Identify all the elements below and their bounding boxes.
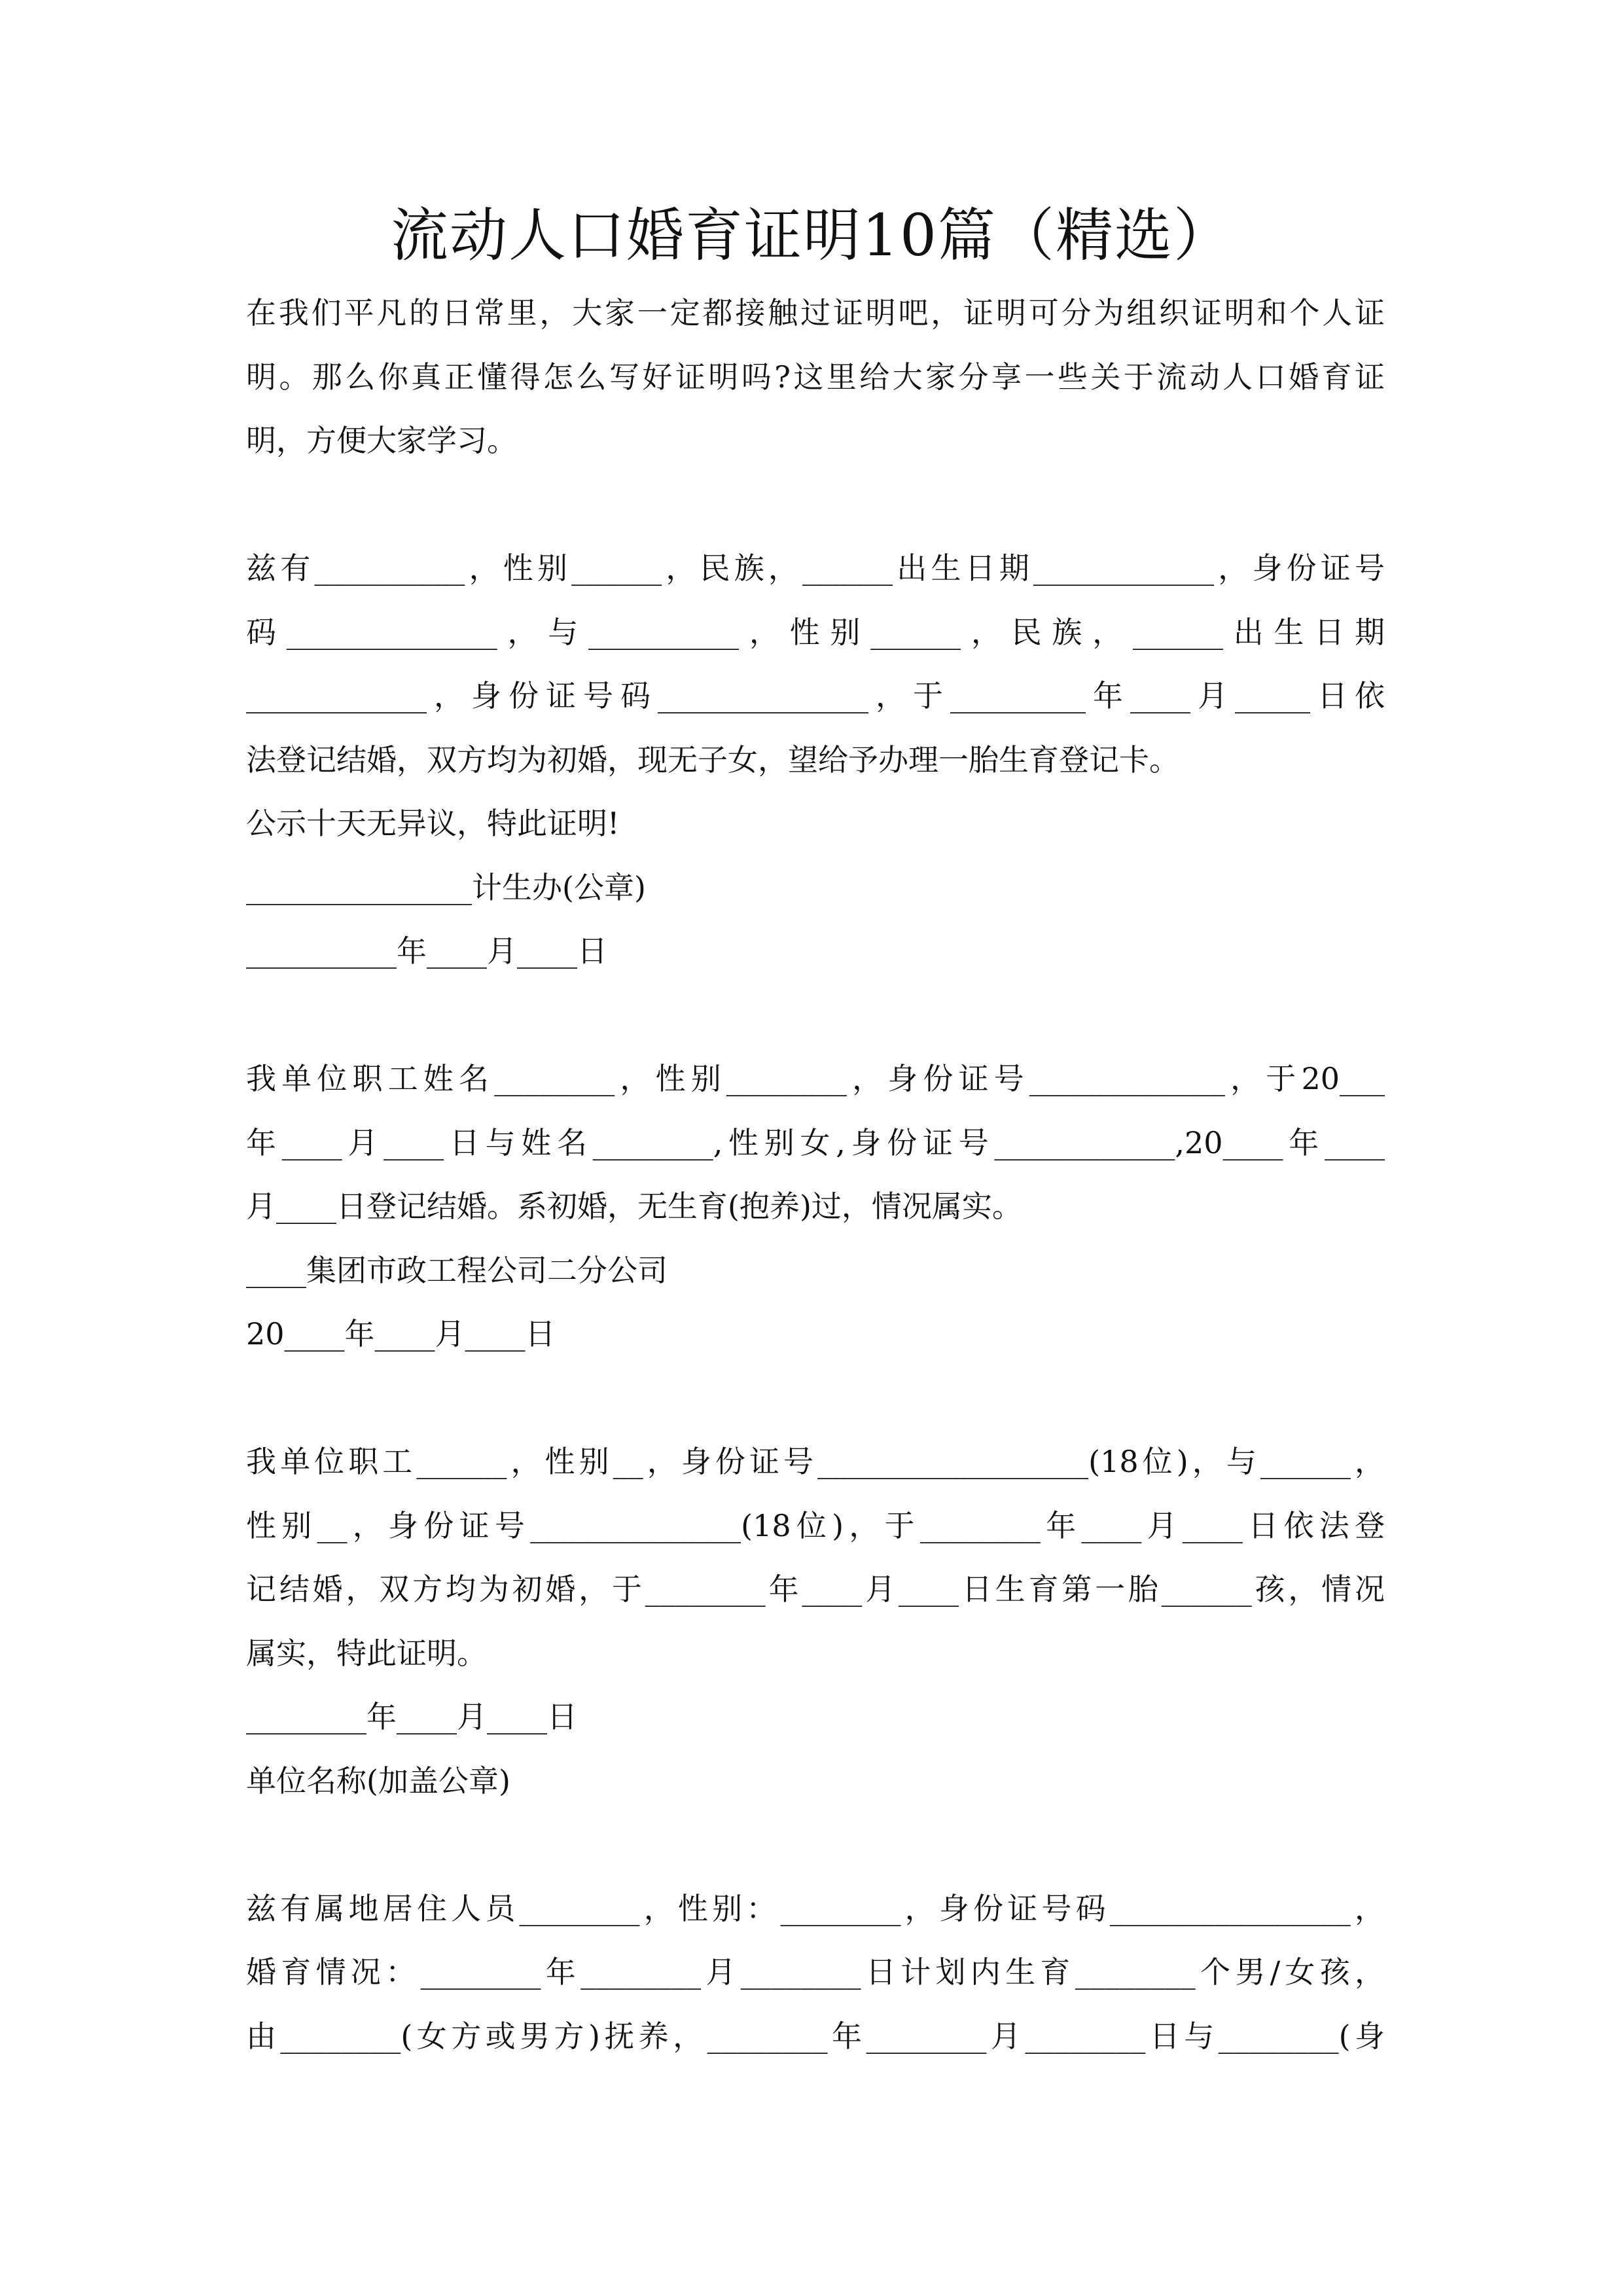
intro-line: 明，方便大家学习。 — [246, 423, 517, 458]
intro-line: 在我们平凡的日常里，大家一定都接触过证明吧，证明可分为组织证明和个人证 — [246, 295, 1385, 331]
certificate-line: 月____日登记结婚。系初婚，无生育(抱养)过，情况属实。 — [246, 1189, 1022, 1224]
intro-paragraph — [246, 281, 1385, 473]
certificate-line: 兹有__________，性别______，民族，______出生日期____________，身份证号 — [246, 550, 1385, 586]
section-spacer — [246, 1367, 1385, 1431]
signature-line: _______________计生办(公章) — [246, 869, 646, 905]
certificate-section-1 — [246, 537, 1385, 984]
certificate-section-3 — [246, 1430, 1385, 1813]
certificate-line: 年____月____日与姓名________,性别女,身份证号____________,20____年____ — [246, 1124, 1385, 1160]
certificate-section-4 — [246, 1877, 1385, 2069]
section-spacer — [246, 473, 1385, 537]
date-line: ________年____月____日 — [246, 1699, 577, 1734]
document-title: 流动人口婚育证明10篇（精选） — [391, 202, 1232, 269]
date-line: __________年____月____日 — [246, 933, 607, 969]
certificate-line: 兹有属地居住人员________，性别：________，身份证号码________________， — [246, 1890, 1385, 1926]
signature-line: ____集团市政工程公司二分公司 — [246, 1252, 668, 1288]
certificate-line: 婚育情况：________年________月________日计划内生育________个男/女孩， — [246, 1954, 1385, 1990]
certificate-line: 我单位职工______，性别__，身份证号__________________(18位)，与______， — [246, 1444, 1385, 1479]
certificate-line: 码______________，与__________，性别______，民族，______出生日期 — [246, 614, 1385, 650]
certificate-section-2 — [246, 1047, 1385, 1367]
section-spacer — [246, 1813, 1385, 1877]
certificate-line: 属实，特此证明。 — [246, 1635, 487, 1671]
certificate-line: 由________(女方或男方)抚养，________年________月________日与________(身 — [246, 2018, 1385, 2054]
certificate-line: 性别__，身份证号______________(18位)，于________年____月____日依法登 — [246, 1507, 1385, 1543]
certificate-line: ____________，身份证号码______________，于_________年____月_____日依 — [246, 678, 1385, 713]
certificate-line: 法登记结婚，双方均为初婚，现无子女，望给予办理一胎生育登记卡。 — [246, 742, 1179, 778]
document-body — [246, 281, 1385, 2068]
certificate-line: 公示十天无异议，特此证明! — [246, 806, 620, 841]
signature-line: 单位名称(加盖公章) — [246, 1763, 510, 1799]
intro-line: 明。那么你真正懂得怎么写好证明吗?这里给大家分享一些关于流动人口婚育证 — [246, 359, 1385, 395]
date-line: 20____年____月____日 — [246, 1316, 556, 1352]
certificate-line: 记结婚，双方均为初婚，于________年____月____日生育第一胎______孩，情况 — [246, 1571, 1385, 1607]
section-spacer — [246, 984, 1385, 1048]
certificate-line: 我单位职工姓名________，性别________，身份证号_____________，于20___ — [246, 1061, 1385, 1096]
